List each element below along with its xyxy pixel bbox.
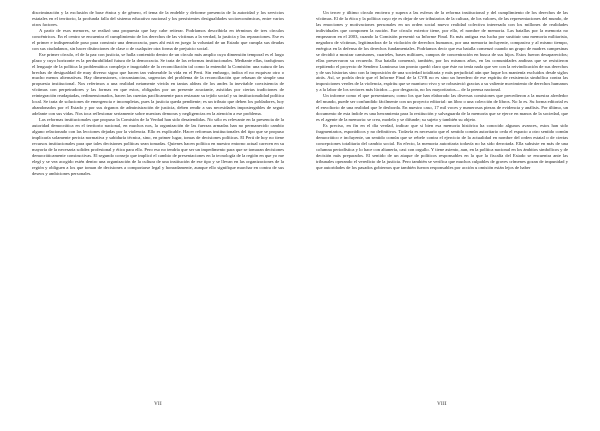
- left-page: [32, 10, 284, 418]
- left-page-text: [32, 10, 284, 177]
- right-page: [316, 10, 568, 418]
- right-paragraph-3: Es preciso, en fin en el día verdad, indicar que si bien esa memoria histórica ha conocido algunos avances, estos han sido fragmentarios, esporádicos y no definitivos. Todavía es necesario que el sentido común autoritario ceda el espacio a otro sentido común democrático e incluyente, un sentido común que se rebele contra el ejercicio de la actualidad en nombre del orden estatal o de ciertas concepciones totalitaria del cambio social. En efecto, la memoria autoritaria todavía no ha sido derrotada. Ella subsiste en más de una columna periodística y lo hace con altanería, casi con orgullo. Y tiene asiento, aun, en la política nacional en los ámbitos simbólicos y de decisión más preparados. El sentido de un ataque de políticos responsables en la que la fiscalía del Estado se encuentra ante las tribunales operando el veredicto de la justicia. Pero también se verifica que muchos culpables de graves crímenes gozan de impunidad y que autoridades de los pasados gobiernos que también fueron responsables por acción u omisión están lejos de haber: [316, 123, 568, 170]
- left-paragraph-3: Ese primer círculo, el de la paz con justicia, se halla contenido dentro de un círculo más amplio cuya dimensión temporal es el largo plazo y cuyo horizonte es la perdurabilidad futura de la democracia. Se trata de las reformas institucionales. Mediante ellas, tradujimos el lenguaje de la política la problemática compleja e inagotable de la reconciliación tal como la entendió la Comisión: una sutura de las brechas de desigualdad de muy diverso signo que hacen tan vulnerable la vida en el Perú. Sin embargo, indica el no esquivar otro o mucho menos alternativas. Hay dimensiones, circunstancias, urgencias del problema de la reconciliación que rebasan de simple una propuesta institucional. Nos referimos a una realidad netamente vivida en tantas aldeas de los andes la inevitable coexistencia de víctimas con perpetradores y las formas en que estos, obligados por un presente acuciante, asistidas por ciertas tradiciones de reintegración readaptadas, redimensionados, hacen las cuentas pacíficamente para restaurar su tejido social y su institucionalidad política local. Se trata de soluciones de emergencia e incompletas, pues la justicia queda pendiente; es un tributo que deben los pobladores, hoy abandonados por el Estado y por sus órganos de administración de justicia, deben rendir a sus necesidades impostergables de seguir adelante con sus vidas. Nos toca reflexionar seriamente sobre nuestras demoras y negligencias en la atención a ese problema.: [32, 51, 284, 117]
- right-page-text: [316, 10, 568, 171]
- right-paragraph-2: Un informe como el que presentamos; como los que han elaborado las diversas comisiones que precedieron a la nuestra alrededor del mundo, puede ser confundido fácilmente con un proyecto editorial: un libro o una colección de libros. No lo es. Su forma editorial es el envoltorio de una realidad que le desborda. En nuestro caso, 17 mil voces y numerosas piezas de evidencia y análisis. Por último, un documento de esta índole es una herramienta para la restitución y salvaguarda de la memoria que se ejerce en manos de la sociedad, que es el agente de la memoria: se crea, modela y se difunde; su sujeto y también su objeto.: [316, 93, 568, 123]
- left-paragraph-4: Las reformas institucionales que propuso la Comisión de la Verdad han sido desatendidas. No sólo es relevante en la presencia de la autoridad democrática en el territorio nacional, en muchos nos, la organización de las fuerzas armadas han no permanecido cambio alguno relacionado con las lecciones dejadas por la violencia. Ello es explicable. Hacer reformas institucionales del tipo que se propuso implicaría solamente pericia normativa y sabiduría técnica, sino, en primer lugar, tomas de decisiones políticas. El Perú de hoy no tiene recursos institucionales para que tales decisiones políticas sean tomadas. Quienes hacen política en nuestro entorno actual carecen en su mayoría de la necesaria solidez profesional y ética para ello. Pero eso no tendría que ser un impedimento para que se tomaran decisiones democráticamente constructivas. El segundo consejo que implicó el cambio de presentaciones en la tecnología de la región en que yo me elegí y se vea acogido estén dentro una organización de la cultura de una institución de ese tipo y se llevan en las organizaciones de la región y obliguen a los que toman de decisiones a comportarse legal y honradamente, aunque ello signifique marchar en contra de sus deseos y ambiciones personales.: [32, 117, 284, 176]
- left-paragraph-2: A partir de esos menores, se realizó una propuesta que hay cabe reiterar. Podríamos describirla en términos de tres círculos concéntricos. En el centro se encuentra el cumplimiento de los derechos de las víctimas a la verdad, la justicia y las reparaciones. Ese es el primer e indispensable paso para construir una democracia, pues ahí está en juego la voluntad de un Estado que cumpla sus deudas con sus ciudadanos, sin hacer distinciones de clase o de cualquier otra forma de prejuicio social.: [32, 27, 284, 51]
- right-page-number: VIII: [437, 402, 447, 407]
- left-page-number: VII: [154, 402, 162, 407]
- left-paragraph-1: discriminación y la exclusión de base étnica y de género, el tema de la endeble y deforme presencia de la autoridad y los servicios estatales en el territorio, la profunda falla del sistema educativo nacional y los persistentes desigualdades socioeconómicas, entre varios otros factores.: [32, 10, 284, 27]
- right-paragraph-1: Un tercer y último círculo encierra y supera a las esferas de la reforma institucional y del cumplimiento de los derechos de las víctimas. El de la ética y la política cuyo eje es dejar de ser tributarios de la cultura, de los valores, de las representaciones del mundo, de las emociones y motivaciones personales en un orden social nuevo realidad colectiva interesada con los millones de realidades individuales que componen la nación. Ese círculo exterior tiene, por ello, el nombre de memoria. Las batallas por la memoria no empezaron en el 2003, cuando la Comisión presentó su Informe Final. Es más antigua esa lucha por sustituir una memoria militarista, negadora de víctimas, legitimadora de la violación de derechos humanos, por una memoria incluyente, compasiva y al mismo tiempo, enérgica en la defensa de los derechos fundamentales. Podríamos decir que esa batalla comenzó cuando un grupo de madres campesinas se decidió a mostrar camisones, cuarteles, bases militares, campos de concentración en busca de sus hijos. Estos fueron desaparecidos; ellas preservaron su recuerdo. Esa batalla comenzó, también, por los mismos años, en las comunidades andinas que se resistieron repitiendo el proyecto de Sendero Luminoso tan pronto quedó claro que éste no tenía nada que ver con la reivindicación de sus derechos y de sus historias sino con la imposición de una sociedad totalitaria y más perjudicial aún que luque los mantenía excluidos desde siglos atrás. Así, se podría decir que el Informe Final de la CVR no es sino un heredero de ese espíritu de resistencia simbólica contra las imposiciones verdes de la violencia, espíritu que se mantuvo vivo y se robusteció gracias a su valiente movimiento de derechos humanos y a la labor de los sectores más lúcidos —por desgracia, no los mayoritarios— de la prensa nacional.: [316, 10, 568, 93]
